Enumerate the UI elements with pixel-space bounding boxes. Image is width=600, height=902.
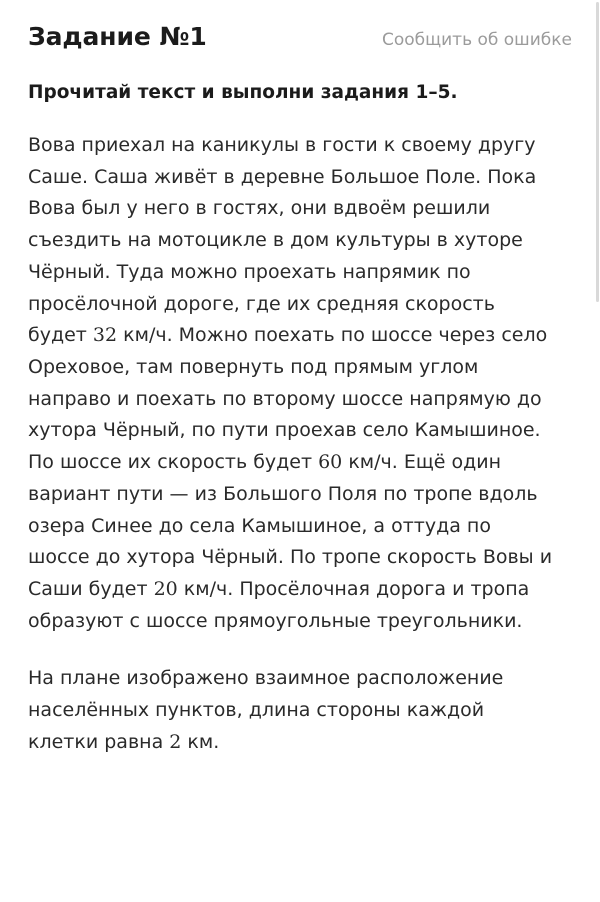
instruction-text: Прочитай текст и выполни задания 1–5. — [28, 82, 458, 103]
paragraph-2-segment-1: На плане изображено взаимное расположение населённых пунктов, длина стороны каждой клетки равна — [28, 667, 504, 753]
report-error-link[interactable]: Сообщить об ошибке — [381, 30, 572, 50]
paragraph-1-segment-1: Вова приехал на каникулы в гости к своему другу Саше. Саша живёт в деревне Большое Поле. Пока Вова был у него в гостях, они вдвоём решили съездить на мотоцикле в дом культуры в хуторе Чёрный. Туда можно проехать напрямик по просёлочной дороге, где их средняя скорость будет — [28, 133, 537, 347]
speed-value-dirt-road: 32 — [92, 324, 118, 347]
speed-value-path: 20 — [153, 578, 178, 601]
speed-value-highway: 60 — [318, 451, 343, 474]
task-paragraph-2 — [28, 663, 558, 758]
paragraph-1-segment-3: км/ч. Ещё один вариант пути — из Большого Поля по тропе вдоль озера Синее до села Камышиное, а оттуда по шоссе до хутора Чёрный. По тропе скорость Вовы и Саши будет — [28, 451, 553, 601]
paragraph-1-segment-2: км/ч. Можно поехать по шоссе через село Ореховое, там повернуть под прямым углом направо и поехать по второму шоссе напрямую до хутора Чёрный, по пути проехав село Камышиное. По шоссе их скорость будет — [28, 324, 548, 474]
cell-size-value: 2 — [169, 730, 182, 753]
paragraph-1-segment-4: км/ч. Просёлочная дорога и тропа образуют с шоссе прямоугольные треугольники. — [28, 578, 530, 632]
page-header — [28, 22, 572, 51]
paragraph-2-segment-2: км. — [181, 730, 220, 753]
page-title: Задание №1 — [28, 22, 207, 51]
scrollbar-thumb[interactable] — [596, 2, 599, 302]
task-paragraph-1 — [28, 130, 558, 638]
scrollbar[interactable] — [596, 0, 600, 902]
